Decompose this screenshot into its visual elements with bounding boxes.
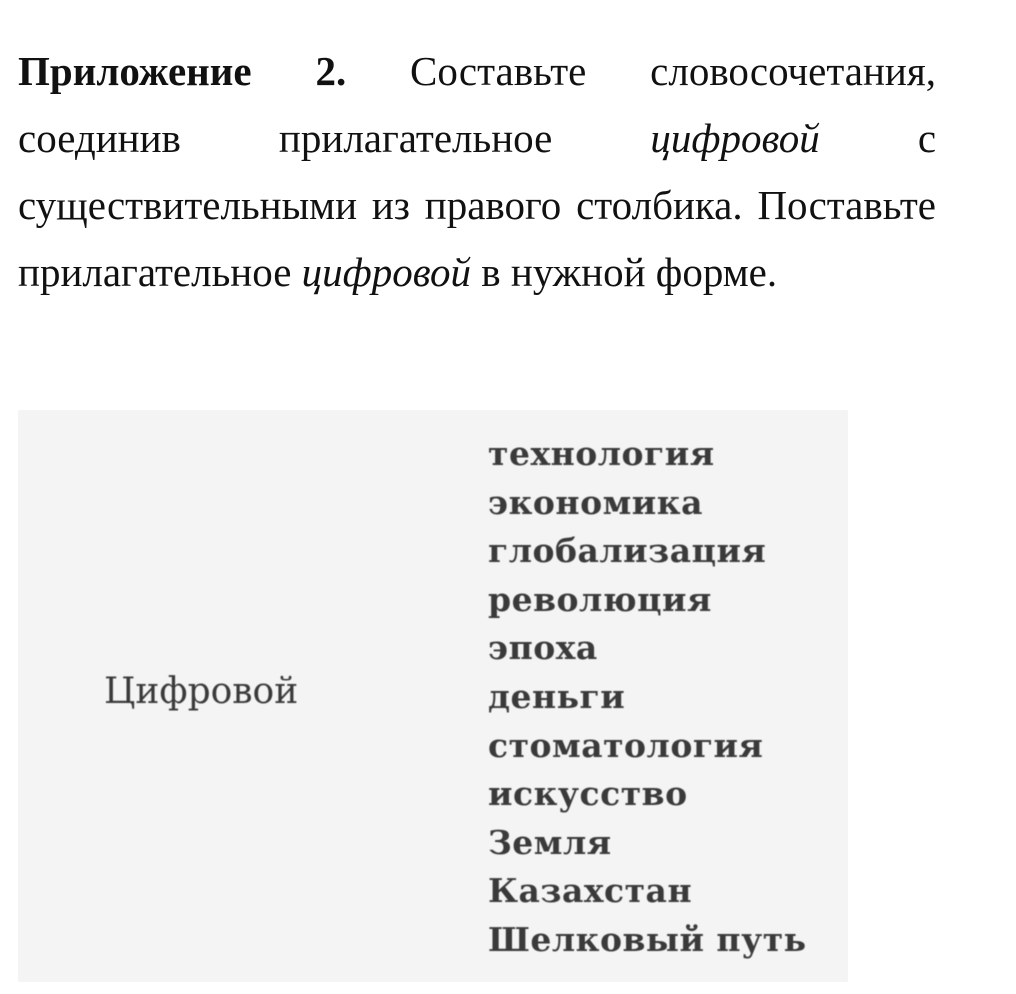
noun-item: искусство (488, 774, 688, 814)
noun-item: технология (488, 434, 715, 473)
exercise-scan (18, 410, 848, 982)
noun-item: Земля (488, 822, 612, 862)
noun-item: глобализация (488, 531, 767, 571)
noun-item: стоматология (488, 725, 764, 765)
task-text-1: Составьте словосочетания, соединив прилагательное (18, 48, 936, 161)
exercise-adjective: Цифровой (104, 671, 299, 712)
task-paragraph (18, 38, 936, 306)
noun-item: деньги (488, 676, 626, 716)
task-text-2: с существительными из правого столбика. Поставьте прилагательное (18, 115, 937, 295)
task-adjective-1: цифровой (650, 115, 820, 161)
noun-item: революция (488, 579, 712, 619)
task-label: Приложение 2. (18, 48, 347, 94)
noun-item: Шелковый путь (488, 919, 807, 959)
noun-item: экономика (488, 482, 703, 522)
noun-item: эпоха (488, 628, 598, 668)
noun-item: Казахстан (488, 871, 693, 911)
task-text-3: в нужной форме. (481, 249, 778, 295)
noun-list (488, 430, 807, 965)
task-adjective-2: цифровой (301, 249, 472, 295)
